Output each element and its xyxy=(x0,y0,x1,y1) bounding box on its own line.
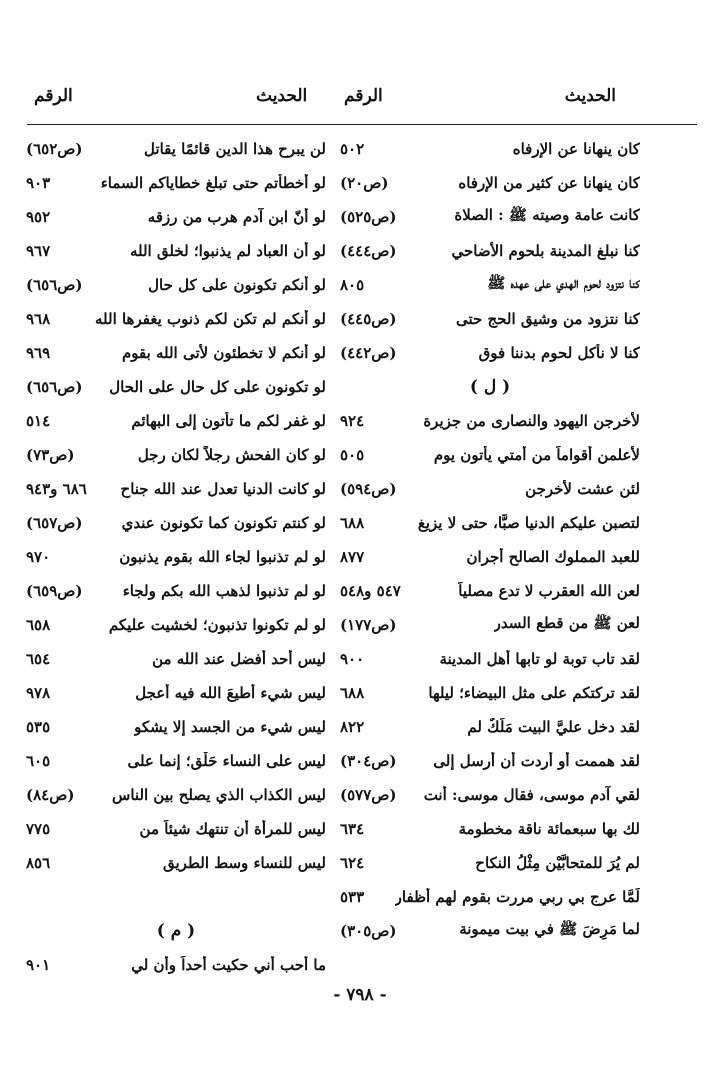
index-entry xyxy=(340,404,640,438)
hadith-text: ليس للنساء وسط الطريق xyxy=(162,854,326,872)
index-entry xyxy=(26,268,326,302)
hadith-number: ٦٨٦ و٩٤٣ xyxy=(26,480,87,498)
hadith-text: كنا نتزود من وشيق الحج حتى xyxy=(456,310,640,328)
hadith-text: لو لم تكونوا تذنبون؛ لخشيت عليكم xyxy=(108,616,326,634)
hadith-text: لو لم تذنبوا لذهب الله بكم ولجاء xyxy=(122,582,326,600)
hadith-text: لأخرجن اليهود والنصارى من جزيرة xyxy=(423,412,640,430)
hadith-number: (ص٤٤٤) xyxy=(340,242,397,260)
index-entry xyxy=(340,472,640,506)
index-entry xyxy=(340,710,640,744)
index-entry xyxy=(26,404,326,438)
left-number-header: الرقم xyxy=(34,86,73,106)
hadith-number: (ص٦٥٧) xyxy=(26,514,83,532)
index-entry xyxy=(340,880,640,914)
index-entry xyxy=(26,778,326,812)
hadith-number: ٨٧٧ xyxy=(340,548,365,566)
hadith-text: ما أحب أني حكيت أحداً وأن لي xyxy=(131,956,326,974)
right-number-header: الرقم xyxy=(344,86,383,106)
hadith-text: لو أنكم تكونون على كل حال xyxy=(148,276,326,294)
hadith-number: (ص٣٠٥) xyxy=(340,922,397,940)
hadith-number: (ص٦٥٦) xyxy=(26,378,83,396)
right-index-column xyxy=(340,132,640,948)
index-entry xyxy=(340,914,640,948)
hadith-text: كنا نتزود لحوم الهدي على عهده ﷺ xyxy=(487,274,640,292)
hadith-text: كان ينهانا عن الإرفاه xyxy=(512,140,640,158)
left-index-column xyxy=(26,132,326,982)
index-entry xyxy=(340,778,640,812)
hadith-text: لقد تركتكم على مثل البيضاء؛ ليلها xyxy=(428,684,640,702)
hadith-number: ٩٠١ xyxy=(26,956,51,974)
hadith-text: كنا نبلغ المدينة بلحوم الأضاحي xyxy=(451,242,640,260)
hadith-number: (ص٦٥٦) xyxy=(26,276,83,294)
header-divider xyxy=(27,124,697,125)
index-entry xyxy=(26,472,326,506)
hadith-number: (ص٢٠) xyxy=(340,174,389,192)
section-letter xyxy=(26,880,326,914)
hadith-number: ٧٧٥ xyxy=(26,820,51,838)
hadith-text: لو كان الفحش رجلاً لكان رجل xyxy=(137,446,326,464)
hadith-number: ٩٦٧ xyxy=(26,242,51,260)
hadith-number: (ص٥٢٥) xyxy=(340,208,397,226)
hadith-number: ٦٥٤ xyxy=(26,650,51,668)
hadith-number: ٩٥٢ xyxy=(26,208,51,226)
hadith-text: لو أنّ ابن آدم هرب من رزقه xyxy=(147,208,326,226)
hadith-text: لعن ﷺ من قطع السدر xyxy=(493,614,640,632)
hadith-number: (ص٤٤٢) xyxy=(340,344,397,362)
hadith-number: ٩٦٨ xyxy=(26,310,51,328)
hadith-text: كنا لا نأكل لحوم بدننا فوق xyxy=(478,344,640,362)
hadith-text: لم يُرَ للمتحابَّيْن مِثْلُ النكاح xyxy=(475,854,640,872)
index-entry xyxy=(340,166,640,200)
index-entry xyxy=(340,540,640,574)
index-entry xyxy=(26,302,326,336)
index-entry xyxy=(340,642,640,676)
index-entry xyxy=(26,506,326,540)
hadith-text: لئن عشت لأخرجن xyxy=(525,480,640,498)
hadith-number: ٩٠٣ xyxy=(26,174,51,192)
hadith-text: لن يبرح هذا الدين قائمًا يقاتل xyxy=(144,140,326,158)
hadith-number: ٥٣٥ xyxy=(26,718,51,736)
hadith-number: ٨٠٥ xyxy=(340,276,365,294)
hadith-text: كانت عامة وصيته ﷺ : الصلاة xyxy=(454,206,640,224)
hadith-number: (ص٥٩٤) xyxy=(340,480,397,498)
hadith-number: ٩٦٩ xyxy=(26,344,51,362)
hadith-number: (ص٦٥٩) xyxy=(26,582,83,600)
hadith-number: ٦٢٤ xyxy=(340,854,365,872)
index-entry xyxy=(340,812,640,846)
hadith-text: ليس أحد أفضل عند الله من xyxy=(152,650,326,668)
hadith-text: لقي آدم موسى، فقال موسى: أنت xyxy=(423,786,640,804)
index-entry xyxy=(26,676,326,710)
hadith-number: ٦٥٨ xyxy=(26,616,51,634)
hadith-number: ٥٠٢ xyxy=(340,140,365,158)
hadith-number: ٨٢٢ xyxy=(340,718,365,736)
index-entry xyxy=(26,744,326,778)
index-entry xyxy=(340,574,640,608)
hadith-text: لأعلمن أقواماً من أمتي يأتون يوم xyxy=(433,446,640,464)
section-letter: ( م ) xyxy=(156,921,196,941)
hadith-text: لو كنتم تكونون كما تكونون عندي xyxy=(121,514,326,532)
hadith-text: لعن الله العقرب لا تدع مصلياً xyxy=(458,582,640,600)
hadith-number: (ص١٧٧) xyxy=(340,616,397,634)
hadith-text: لَمَّا عرج بي ربي مررت بقوم لهم أظفار xyxy=(394,888,640,906)
hadith-number: ٥٤٧ و٥٤٨ xyxy=(340,582,401,600)
index-entry xyxy=(26,336,326,370)
hadith-number: ٩٧٠ xyxy=(26,548,51,566)
hadith-number: (ص٨٤) xyxy=(26,786,75,804)
page-number: - ٧٩٨ - xyxy=(333,985,387,1005)
hadith-number: (ص٤٤٥) xyxy=(340,310,397,328)
hadith-number: (ص٣٠٤) xyxy=(340,752,397,770)
hadith-text: لو لم تذنبوا لجاء الله بقوم يذنبون xyxy=(119,548,326,566)
hadith-number: ٩٢٤ xyxy=(340,412,365,430)
index-entry xyxy=(26,234,326,268)
hadith-text: لو أنكم لا تخطئون لأتى الله بقوم xyxy=(121,344,326,362)
hadith-number: ٩٠٠ xyxy=(340,650,365,668)
index-entry xyxy=(340,506,640,540)
index-entry xyxy=(26,608,326,642)
hadith-text: لو تكونون على كل حال على الحال xyxy=(109,378,326,396)
index-entry xyxy=(26,812,326,846)
hadith-number: (ص٦٥٢) xyxy=(26,140,83,158)
hadith-text: لقد تاب توبة لو تابها أهل المدينة xyxy=(439,650,640,668)
hadith-text: لو أن العباد لم يذنبوا؛ لخلق الله xyxy=(129,242,326,260)
index-entry xyxy=(26,710,326,744)
index-entry xyxy=(26,370,326,404)
hadith-number: ٥٠٥ xyxy=(340,446,365,464)
hadith-number: ٦٠٥ xyxy=(26,752,51,770)
index-entry xyxy=(340,302,640,336)
index-entry xyxy=(340,268,640,302)
hadith-text: كان ينهانا عن كثير من الإرفاه xyxy=(458,174,640,192)
index-entry xyxy=(340,608,640,642)
hadith-number: ٦٣٤ xyxy=(340,820,365,838)
hadith-number: ٦٨٨ xyxy=(340,514,365,532)
hadith-number: ٨٥٦ xyxy=(26,854,51,872)
hadith-text: لقد هممت أو أردت أن أرسل إلى xyxy=(433,752,640,770)
hadith-text: لتصبن عليكم الدنيا صبًّا، حتى لا يزيغ xyxy=(417,514,640,532)
index-entry xyxy=(340,200,640,234)
left-hadith-header: الحديث xyxy=(256,86,308,106)
hadith-number: ٥٣٣ xyxy=(340,888,365,906)
index-entry xyxy=(26,574,326,608)
index-entry xyxy=(26,166,326,200)
hadith-number: ٥١٤ xyxy=(26,412,51,430)
hadith-text: ليس الكذاب الذي يصلح بين الناس xyxy=(112,786,326,804)
hadith-text: لو أنكم لم تكن لكم ذنوب يغفرها الله xyxy=(95,310,326,328)
hadith-text: لك بها سبعمائة ناقة مخطومة xyxy=(458,820,640,838)
index-entry xyxy=(340,846,640,880)
index-entry xyxy=(26,200,326,234)
hadith-text: ليس على النساء حَلْق؛ إنما على xyxy=(127,752,326,770)
hadith-text: لما مَرِضَ ﷺ في بيت ميمونة xyxy=(459,920,640,938)
section-letter: ( ل ) xyxy=(469,377,511,397)
index-entry xyxy=(26,438,326,472)
hadith-number: ٩٧٨ xyxy=(26,684,51,702)
index-entry xyxy=(340,676,640,710)
hadith-text: لو كانت الدنيا تعدل عند الله جناح xyxy=(120,480,326,498)
hadith-text: ليس شيء أُطيعَ الله فيه أعجل xyxy=(135,684,326,702)
hadith-text: للعبد المملوك الصالح أجران xyxy=(466,548,640,566)
hadith-text: ليس شيء من الجسد إلا يشكو xyxy=(134,718,326,736)
index-entry xyxy=(26,642,326,676)
hadith-text: ليس للمرأة أن تنتهك شيئاً من xyxy=(139,820,326,838)
hadith-text: لو أخطأتم حتى تبلغ خطاياكم السماء xyxy=(100,174,326,192)
hadith-text: لو غفر لكم ما تأتون إلى البهائم xyxy=(131,412,326,430)
index-entry xyxy=(26,132,326,166)
hadith-number: ٦٨٨ xyxy=(340,684,365,702)
index-entry xyxy=(340,132,640,166)
hadith-number: (ص٧٣) xyxy=(26,446,75,464)
column-headers xyxy=(0,86,720,116)
hadith-number: (ص٥٧٧) xyxy=(340,786,397,804)
hadith-text: لقد دخل عليَّ البيت مَلَكٌ لم xyxy=(467,718,640,736)
index-entry xyxy=(26,540,326,574)
index-entry xyxy=(340,438,640,472)
index-entry xyxy=(340,336,640,370)
index-entry xyxy=(340,234,640,268)
index-entry xyxy=(26,846,326,880)
index-entry xyxy=(26,948,326,982)
index-entry xyxy=(340,744,640,778)
right-hadith-header: الحديث xyxy=(564,86,616,106)
